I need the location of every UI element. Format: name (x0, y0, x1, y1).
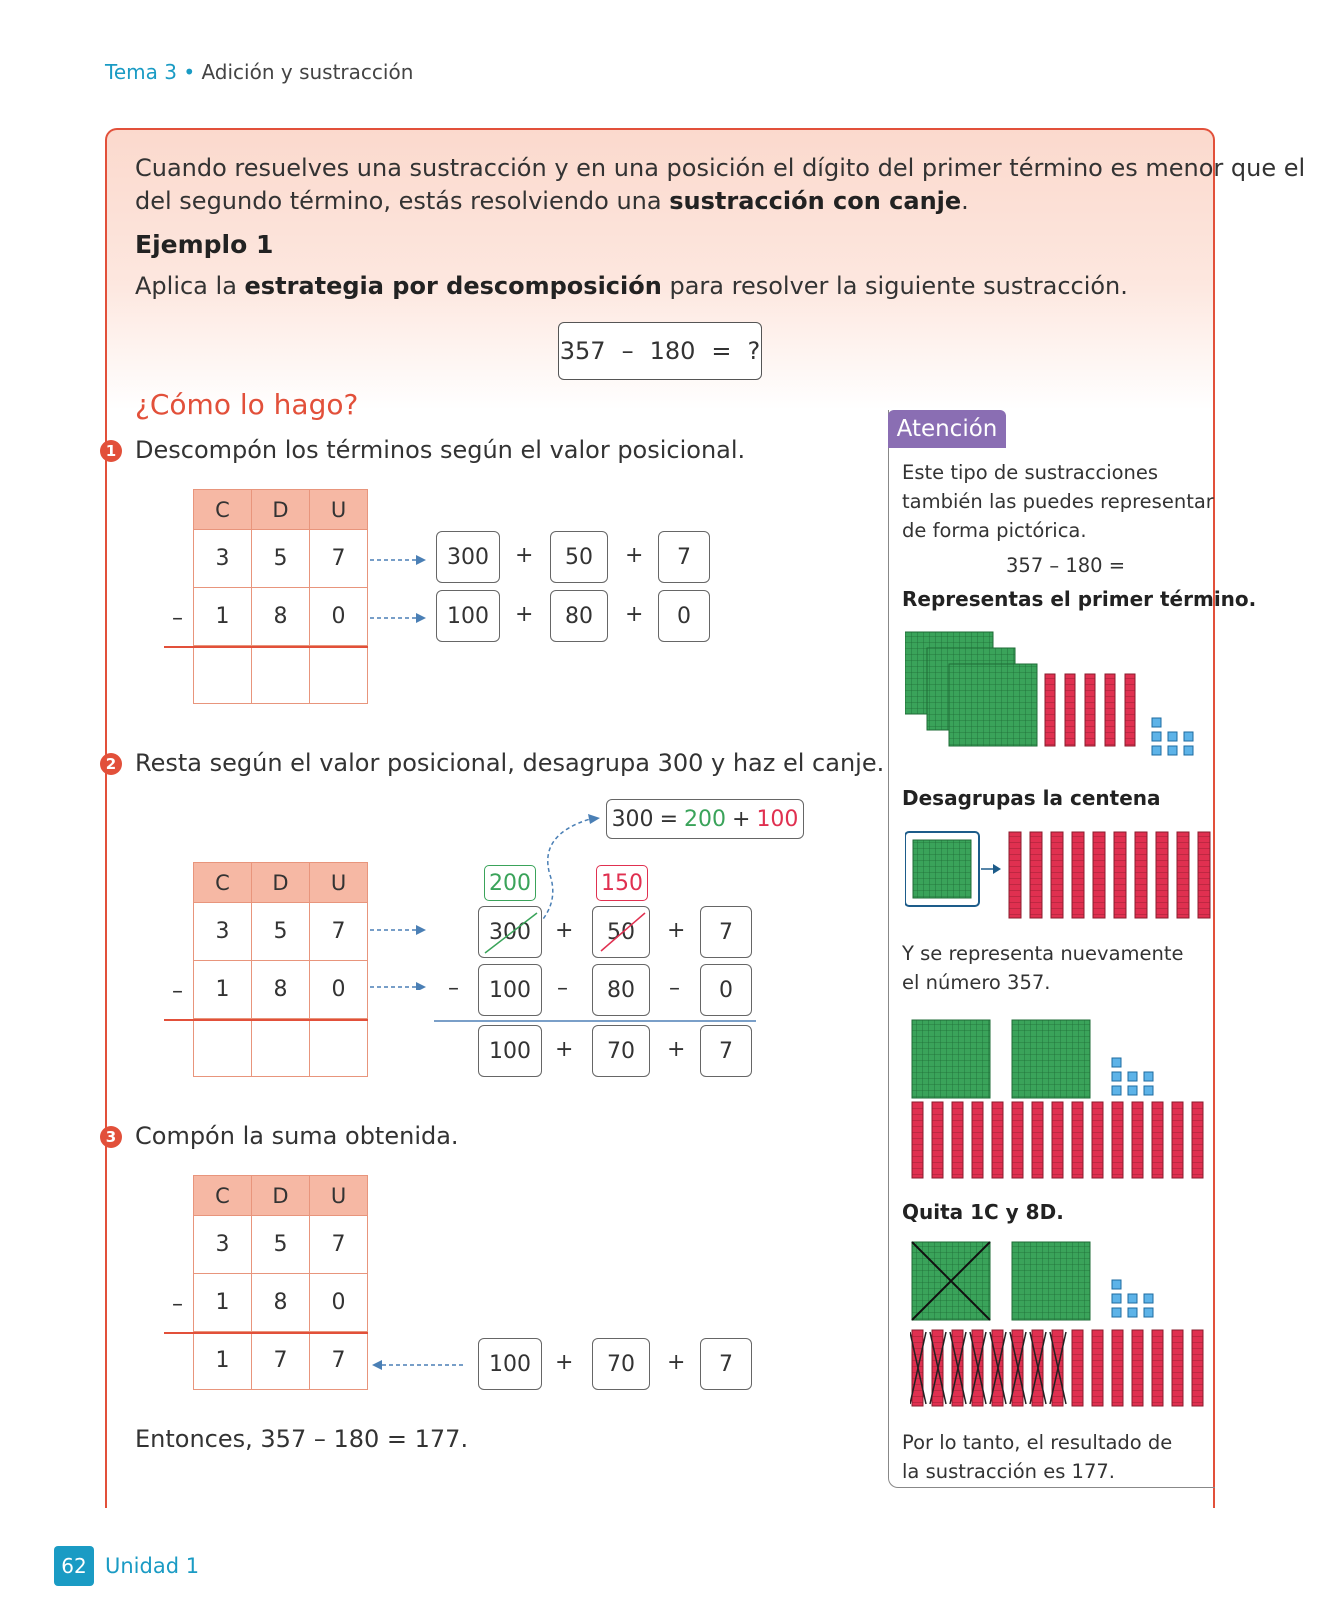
place-value-table-3 (193, 1175, 368, 1390)
header-u: U (310, 1176, 368, 1216)
cell: 7 (310, 1216, 368, 1274)
cell (310, 646, 368, 704)
cell: 1 (194, 961, 252, 1019)
value-box: 70 (592, 1025, 650, 1077)
value-box: 300 (436, 531, 500, 583)
header-u: U (310, 490, 368, 530)
regroup-red-box: 150 (596, 865, 648, 901)
cell (194, 1019, 252, 1077)
aside-text-3b: el número 357. (902, 971, 1051, 994)
step-number-2: 2 (100, 753, 122, 775)
cell: 0 (310, 1274, 368, 1332)
cell: 3 (194, 530, 252, 588)
unit-label: Unidad 1 (105, 1554, 200, 1578)
expr-op: – (621, 337, 634, 365)
eq-b: 200 (684, 806, 726, 832)
value-box: 50 (550, 531, 608, 583)
plus-sign: + (625, 543, 644, 568)
expr-q: ? (747, 337, 761, 365)
regroup-green-box: 200 (484, 865, 536, 901)
intro-line-1: Cuando resuelves una sustracción y en una posición el dígito del primer término es menor que el (135, 154, 1306, 182)
minus-sign: – (172, 606, 183, 631)
plus-sign: + (667, 1037, 686, 1062)
expr-eq: = (711, 337, 732, 365)
intro-bold: sustracción con canje (669, 187, 962, 215)
cell (194, 646, 252, 704)
example-text-a: Aplica la (135, 272, 245, 300)
eq-c: 100 (756, 806, 799, 832)
cell (252, 1019, 310, 1077)
value-box: 100 (478, 1025, 542, 1077)
header-d: D (252, 863, 310, 903)
example-title: Ejemplo 1 (135, 230, 274, 259)
cell (252, 646, 310, 704)
plus-sign: + (555, 1350, 574, 1375)
minus-sign: – (557, 976, 568, 1001)
value-box: 70 (592, 1338, 650, 1390)
cell: 8 (252, 1274, 310, 1332)
eq-sign: = (659, 806, 678, 832)
aside-intro-2: también las puedes representar (902, 490, 1214, 513)
cell: 7 (310, 530, 368, 588)
place-value-table-1 (193, 489, 368, 704)
cell: 5 (252, 1216, 310, 1274)
regroup-equation-box (606, 799, 804, 839)
base-ten-blocks-357-regrouped (910, 1018, 1210, 1180)
aside-intro-1: Este tipo de sustracciones (902, 461, 1159, 484)
subtraction-line (164, 1019, 368, 1021)
base-ten-blocks-removed (910, 1240, 1210, 1408)
cell: 8 (252, 961, 310, 1019)
conclusion: Entonces, 357 – 180 = 177. (135, 1425, 469, 1453)
cell: 7 (310, 903, 368, 961)
expr-b: 180 (649, 337, 696, 365)
minus-sign: – (669, 976, 680, 1001)
value-box: 0 (658, 590, 710, 642)
intro-line-2 (135, 185, 969, 218)
aside-text-5b: la sustracción es 177. (902, 1460, 1115, 1483)
value-box: 0 (700, 964, 752, 1016)
header-d: D (252, 1176, 310, 1216)
header-d: D (252, 490, 310, 530)
step-number-1: 1 (100, 440, 122, 462)
value-box: 80 (592, 964, 650, 1016)
eq-plus: + (732, 806, 751, 832)
step-text-1: Descompón los términos según el valor posicional. (135, 436, 746, 464)
value-box: 100 (478, 964, 542, 1016)
value-box-crossed (592, 906, 650, 958)
tema-label: Tema 3 (105, 60, 177, 84)
cell: 0 (310, 961, 368, 1019)
cell: 0 (310, 588, 368, 646)
intro-end: . (961, 187, 969, 215)
aside-step-1: Representas el primer término. (902, 587, 1257, 611)
header-c: C (194, 490, 252, 530)
value-box: 7 (700, 1025, 752, 1077)
intro-text: del segundo término, estás resolviendo una (135, 187, 670, 215)
plus-sign: + (515, 602, 534, 627)
minus-sign: – (172, 979, 183, 1004)
aside-step-2: Desagrupas la centena (902, 786, 1161, 810)
subtraction-line (164, 646, 368, 648)
cell: 1 (194, 1274, 252, 1332)
cell: 8 (252, 588, 310, 646)
page-number: 62 (54, 1546, 94, 1586)
cell (310, 1019, 368, 1077)
plus-sign: + (667, 918, 686, 943)
step-text-3: Compón la suma obtenida. (135, 1122, 459, 1150)
place-value-table-2 (193, 862, 368, 1077)
cell: 7 (252, 1332, 310, 1390)
expression-box (558, 322, 762, 380)
header-u: U (310, 863, 368, 903)
cell: 3 (194, 1216, 252, 1274)
value-box-crossed (478, 906, 542, 958)
dashed-arrows (368, 550, 428, 630)
value-box: 100 (478, 1338, 542, 1390)
cell: 1 (194, 588, 252, 646)
cross-line (593, 907, 651, 959)
plus-sign: + (515, 543, 534, 568)
cell: 5 (252, 903, 310, 961)
step-text-2: Resta según el valor posicional, desagrupa 300 y haz el canje. (135, 749, 885, 777)
dashed-arrows (368, 910, 428, 990)
header-separator: • (183, 60, 196, 84)
minus-sign: – (448, 976, 459, 1001)
example-text (135, 270, 1128, 303)
base-ten-blocks-357 (905, 630, 1215, 770)
cross-line (479, 907, 543, 959)
plus-sign: + (555, 1037, 574, 1062)
subtraction-line (164, 1332, 368, 1334)
aside-expression: 357 – 180 = (1006, 554, 1126, 577)
regroup-blocks (905, 830, 1215, 920)
plus-sign: + (555, 918, 574, 943)
plus-sign: + (625, 602, 644, 627)
value-box: 7 (658, 531, 710, 583)
example-text-bold: estrategia por descomposición (244, 272, 662, 300)
cell: 1 (194, 1332, 252, 1390)
header-c: C (194, 1176, 252, 1216)
value-box: 7 (700, 906, 752, 958)
result-line (434, 1020, 756, 1022)
attention-tab: Atención (888, 410, 1006, 448)
eq-a: 300 (611, 806, 654, 832)
value-box: 100 (436, 590, 500, 642)
expr-a: 357 (559, 337, 606, 365)
cell: 7 (310, 1332, 368, 1390)
page-header (105, 60, 413, 84)
section-title: ¿Cómo lo hago? (135, 388, 359, 421)
aside-text-3a: Y se representa nuevamente (902, 942, 1184, 965)
aside-intro-3: de forma pictórica. (902, 519, 1087, 542)
cell: 5 (252, 530, 310, 588)
header-c: C (194, 863, 252, 903)
plus-sign: + (667, 1350, 686, 1375)
example-text-c: para resolver la siguiente sustracción. (661, 272, 1128, 300)
crossed-value: 50 (607, 919, 635, 945)
aside-text-5a: Por lo tanto, el resultado de (902, 1431, 1173, 1454)
header-title: Adición y sustracción (201, 60, 414, 84)
dashed-arrow-left (368, 1355, 468, 1375)
crossed-value: 300 (489, 919, 531, 945)
value-box: 80 (550, 590, 608, 642)
cell: 3 (194, 903, 252, 961)
minus-sign: – (172, 1292, 183, 1317)
value-box: 7 (700, 1338, 752, 1390)
aside-step-4: Quita 1C y 8D. (902, 1200, 1064, 1224)
step-number-3: 3 (100, 1126, 122, 1148)
